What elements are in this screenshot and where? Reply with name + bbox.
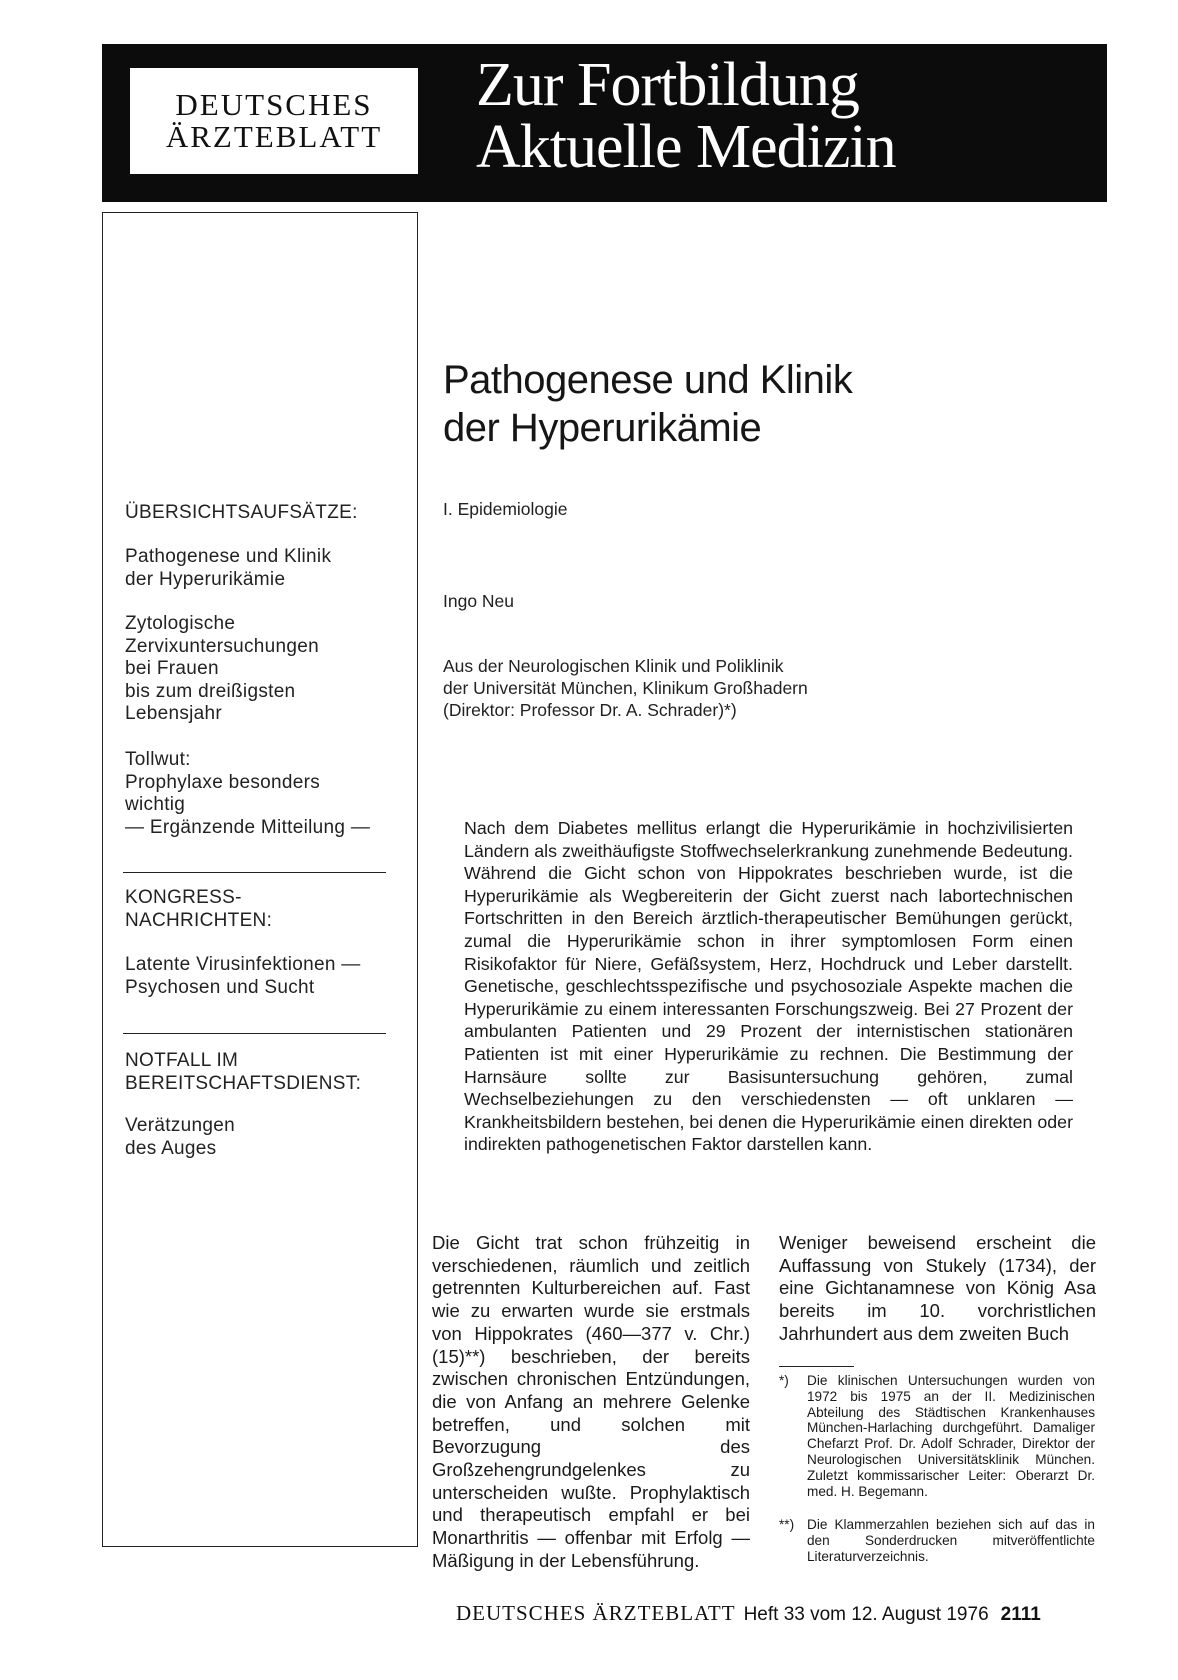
toc-line: des Auges (125, 1137, 217, 1159)
toc-emergency-heading (125, 1050, 361, 1095)
page-number: 2111 (1000, 1604, 1041, 1625)
toc-item-zytologische (125, 613, 319, 726)
toc-line: Zervixuntersuchungen (125, 635, 319, 657)
article-abstract: Nach dem Diabetes mellitus erlangt die Hyperurikämie in hochzivilisierten Ländern als zweithäufigste Stoffwechselerkrankung zunehmende Bedeutung. Während die Gicht schon von Hippokrates beschrieben wurde, ist die Hyperurikämie als Wegbereiterin der Gicht zuerst nach labortechnischen Fortschritten in den Bereich ärztlich-therapeutischer Bemühungen gerückt, zumal die Hyperurikämie schon in ihrer symptomlosen Form einen Risikofaktor für Niere, Gefäßsystem, Herz, Hochdruck und Leber darstellt. Genetische, geschlechtsspezifische und psychosoziale Aspekte machen die Hyperurikämie zu einem interessanten Forschungszweig. Bei 27 Prozent der ambulanten Patienten und 29 Prozent der internistischen stationären Patienten ist mit einer Hyperurikämie zu rechnen. Die Bestimmung der Harnsäure sollte zur Basisuntersuchung gehören, zumal Wechselbeziehungen zu den verschiedensten — oft unklaren — Krankheitsbildern bestehen, bei denen die Hyperurikämie einen direkten oder indirekten pathogenetischen Faktor darstellen kann. (464, 818, 1073, 1155)
article-title-line-1: Pathogenese und Klinik (443, 358, 853, 402)
toc-line: Tollwut: (125, 749, 191, 770)
footer-issue: Heft 33 vom 12. August 1976 (743, 1604, 989, 1625)
footer-journal: DEUTSCHES ÄRZTEBLATT (456, 1601, 736, 1625)
toc-line: Prophylaxe besonders (125, 771, 321, 793)
toc-line: Lebensjahr (125, 703, 223, 724)
toc-line: Psychosen und Sucht (125, 976, 315, 998)
toc-line: Pathogenese und Klinik (125, 546, 332, 567)
article-title-line-2: der Hyperurikämie (443, 406, 762, 450)
toc-overview-heading: ÜBERSICHTSAUFSÄTZE: (125, 502, 358, 523)
body-column-2: Weniger beweisend erscheint die Auffassung von Stukely (1734), der eine Gichtanamnese von König Asa bereits im 10. vorchristlichen Jahrhundert aus dem zweiten Buch (779, 1232, 1096, 1344)
toc-line: Zytologische (125, 613, 236, 634)
toc-line: bis zum dreißigsten (125, 680, 296, 702)
toc-line: wichtig (125, 794, 186, 815)
toc-line: der Hyperurikämie (125, 568, 286, 590)
toc-line: KONGRESS- (125, 887, 242, 908)
footnote-1 (779, 1373, 1096, 1499)
toc-line: Verätzungen (125, 1115, 235, 1136)
page-footer (456, 1601, 1041, 1626)
toc-line: NOTFALL IM (125, 1050, 239, 1071)
footnote-2 (779, 1517, 1096, 1564)
footnote-mark: *) (779, 1373, 789, 1388)
author-name: Ingo Neu (443, 591, 515, 611)
affiliation-line: Aus der Neurologischen Klinik und Poliklinik (443, 656, 784, 676)
affiliation-line: (Direktor: Professor Dr. A. Schrader)*) (443, 700, 737, 720)
section-title-line-2: Aktuelle Medizin (476, 113, 896, 181)
author-affiliation (443, 655, 808, 721)
toc-item-tollwut (125, 749, 370, 839)
toc-box (102, 212, 418, 1547)
toc-divider (123, 872, 386, 873)
toc-divider (123, 1033, 386, 1034)
toc-item-veraetzungen (125, 1115, 235, 1160)
toc-line: Latente Virusinfektionen — (125, 954, 361, 975)
article-part: I. Epidemiologie (443, 499, 568, 519)
footnote-mark: **) (779, 1517, 795, 1532)
footnote-text: Die Klammerzahlen beziehen sich auf das in den Sonderdrucken mitveröffentlichte Literaturverzeichnis. (807, 1517, 1095, 1564)
toc-item-pathogenese (125, 546, 331, 591)
journal-logo (130, 68, 418, 174)
section-title (476, 51, 896, 181)
article-title (443, 356, 852, 452)
toc-congress-heading (125, 887, 272, 932)
toc-line: NACHRICHTEN: (125, 909, 273, 931)
affiliation-line: der Universität München, Klinikum Großhadern (443, 678, 808, 698)
journal-logo-line-1: DEUTSCHES (175, 87, 373, 122)
toc-line: — Ergänzende Mitteilung — (125, 816, 371, 838)
toc-item-virusinfektionen (125, 954, 361, 999)
body-column-1: Die Gicht trat schon frühzeitig in verschiedenen, räumlich und zeitlich getrennten Kulturbereichen auf. Fast wie zu erwarten wurde sie erstmals von Hippokrates (460—377 v. Chr.) (15)**) beschrieben, der bereits zwischen chronischen Entzündungen, die von Anfang an mehrere Gelenke betreffen, und solchen mit Bevorzugung des Großzehengrundgelenkes zu unterscheiden wußte. Prophylaktisch und therapeutisch empfahl er bei Monarthritis — offenbar mit Erfolg — Mäßigung in der Lebensführung. (432, 1232, 750, 1571)
toc-line: bei Frauen (125, 658, 219, 679)
footnote-text: Die klinischen Untersuchungen wurden von 1972 bis 1975 an der II. Medizinischen Abteilung des Städtischen Krankenhauses München-Harlaching durchgeführt. Damaliger Chefarzt Prof. Dr. Adolf Schrader, Direktor der Neurologischen Universitätsklinik München. Zuletzt kommissarischer Leiter: Oberarzt Dr. med. H. Begemann. (807, 1373, 1095, 1499)
toc-line: BEREITSCHAFTSDIENST: (125, 1072, 362, 1094)
journal-logo-line-2: ÄRZTEBLATT (165, 119, 383, 154)
footnote-divider (779, 1366, 854, 1367)
section-title-line-1: Zur Fortbildung (476, 51, 859, 119)
